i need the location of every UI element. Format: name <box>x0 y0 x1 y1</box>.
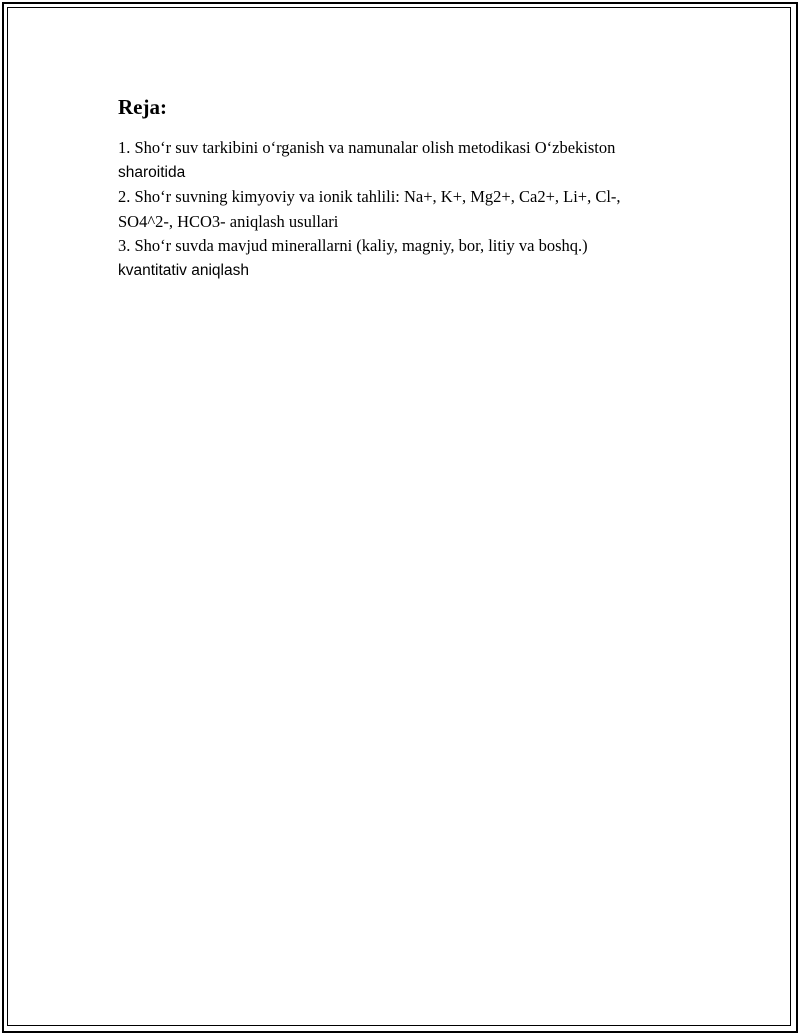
plan-item-1 <box>118 136 688 185</box>
plan-item-2-line-1: 2. Sho‘r suvning kimyoviy va ionik tahlili: Na+, K+, Mg2+, Ca2+, Li+, Cl-, <box>118 187 621 206</box>
plan-item-3-line-1: 3. Sho‘r suvda mavjud minerallarni (kaliy, magniy, bor, litiy va boshq.) <box>118 236 588 255</box>
plan-item-3 <box>118 234 688 283</box>
plan-item-1-line-2: sharoitida <box>118 163 186 181</box>
plan-item-1-line-1: 1. Sho‘r suv tarkibini o‘rganish va namunalar olish metodikasi O‘zbekiston <box>118 138 616 157</box>
document-body <box>118 94 688 283</box>
plan-item-2 <box>118 185 688 234</box>
plan-item-2-line-2: SO4^2-, HCO3- aniqlash usullari <box>118 211 339 231</box>
plan-list <box>118 136 688 283</box>
plan-item-3-line-2: kvantitativ aniqlash <box>118 261 249 279</box>
plan-heading: Reja: <box>118 95 167 119</box>
